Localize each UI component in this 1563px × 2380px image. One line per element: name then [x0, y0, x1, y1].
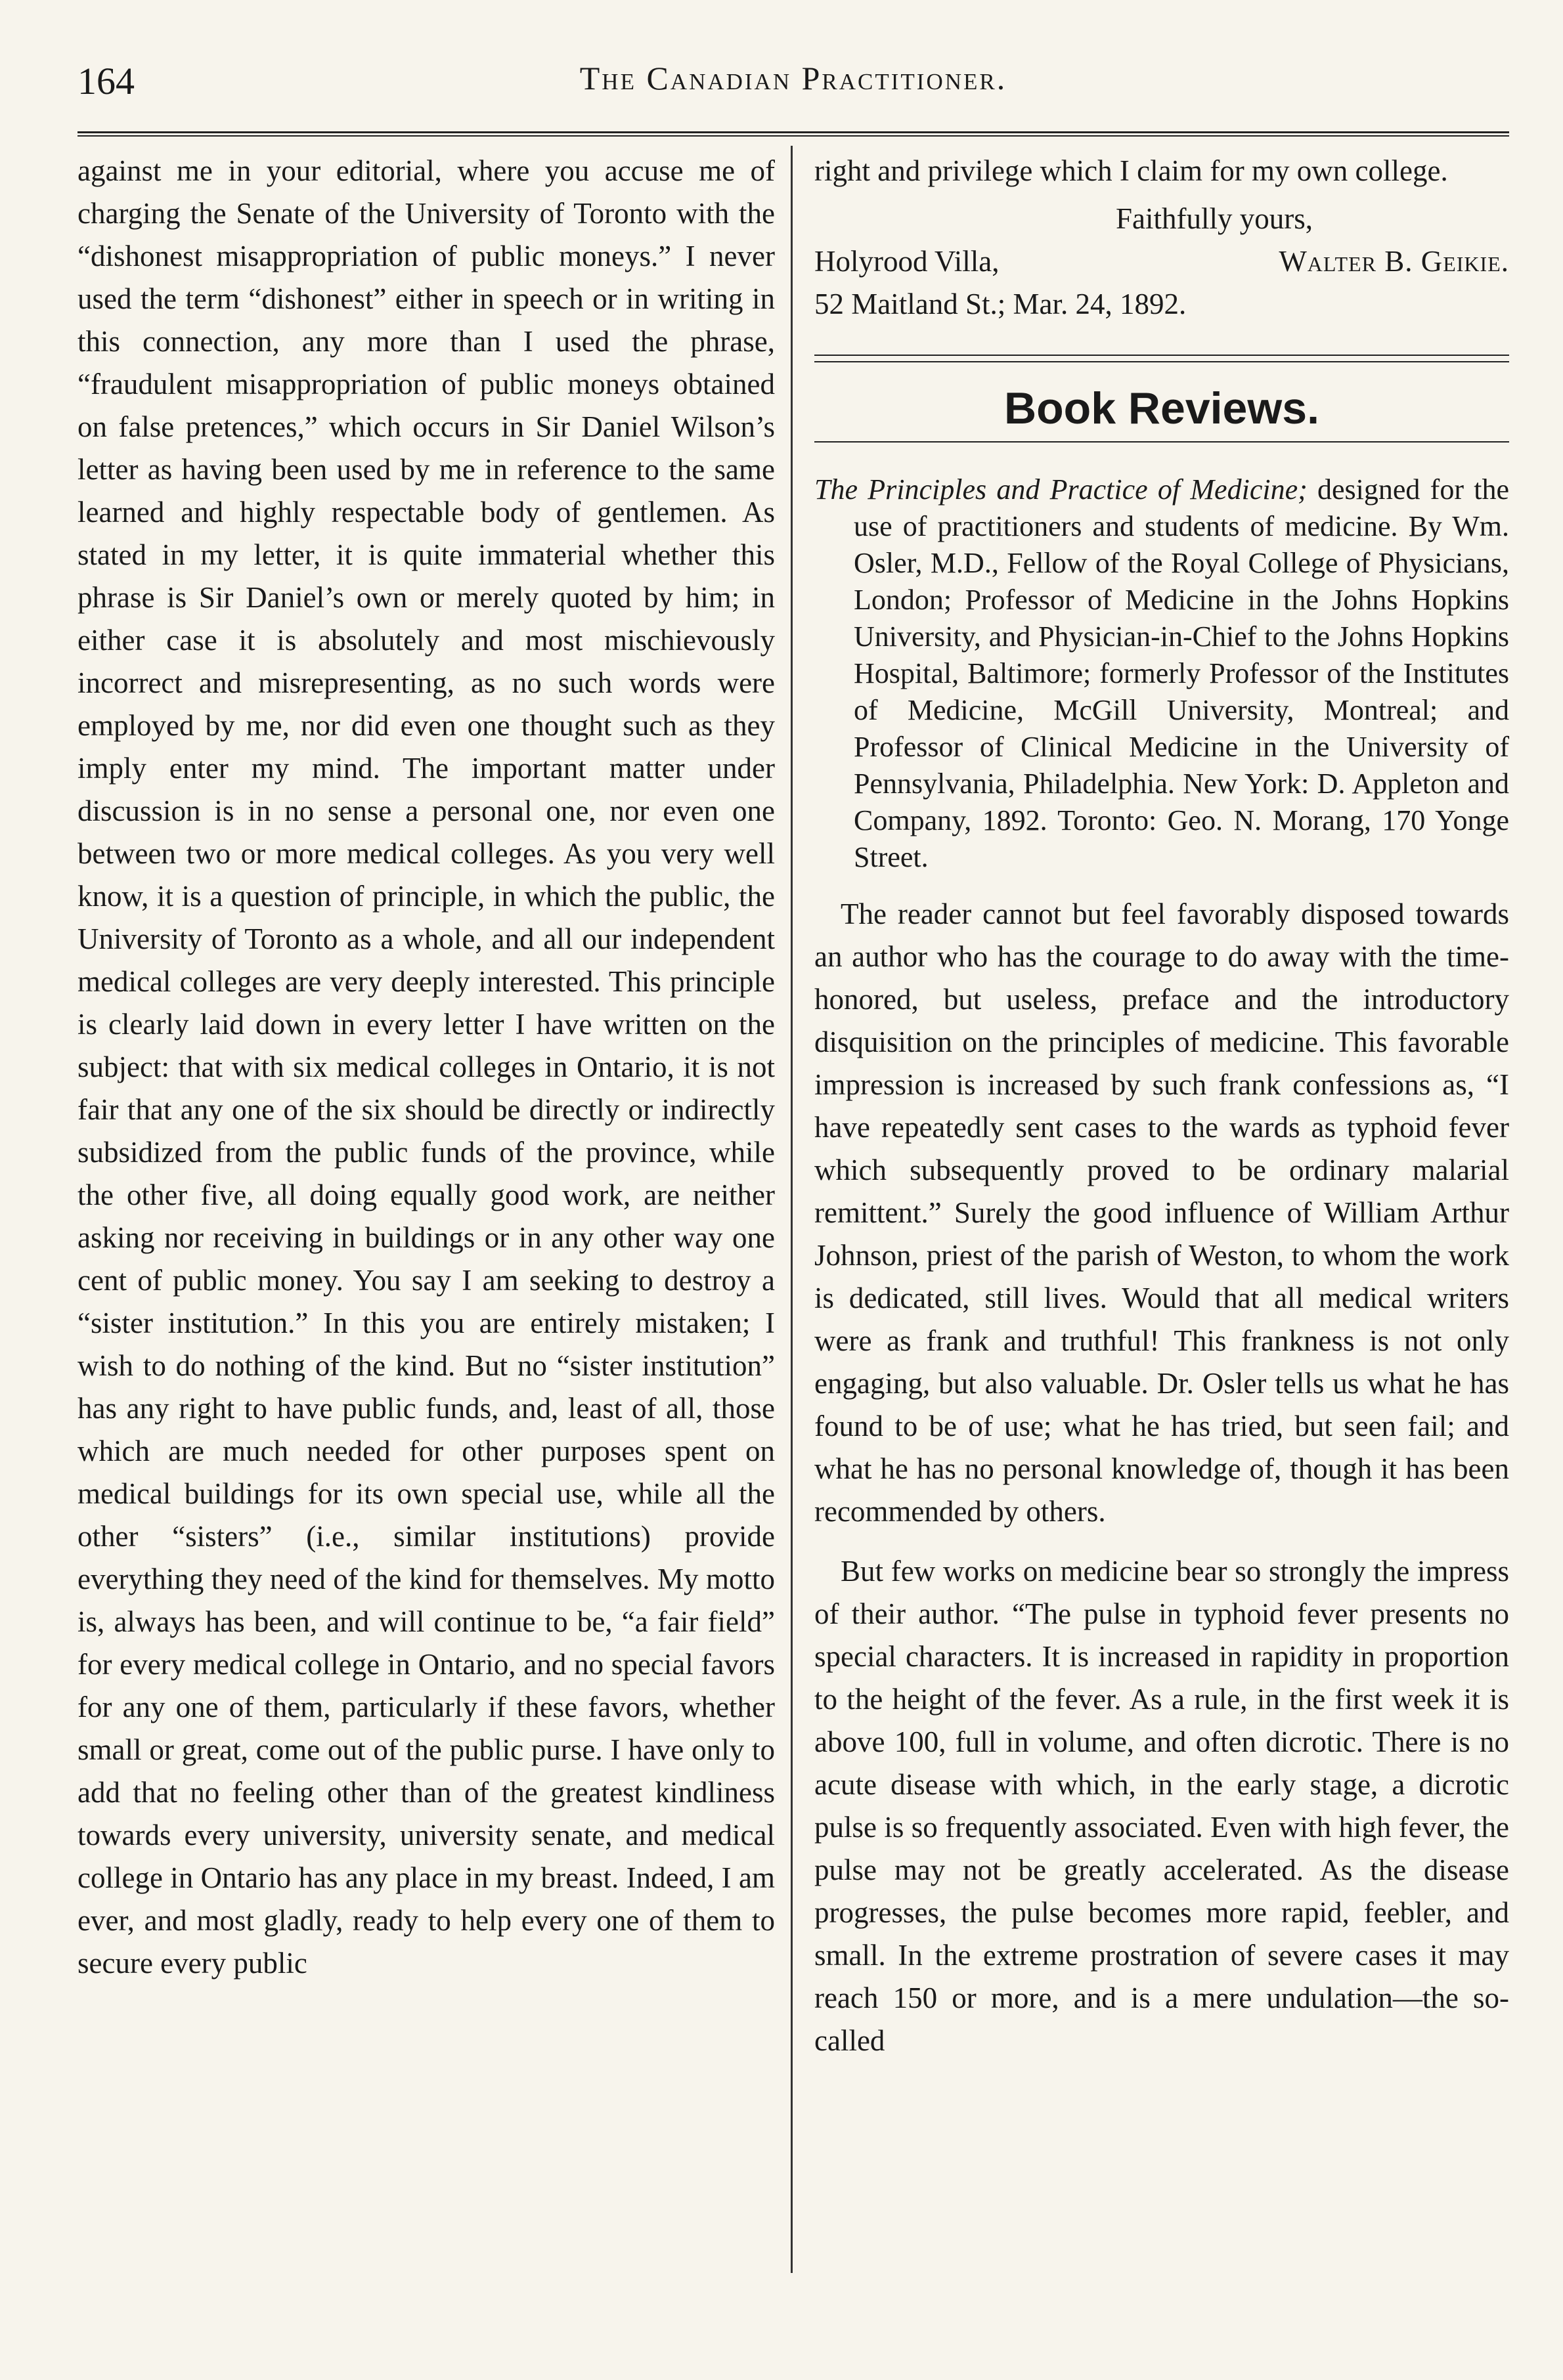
section-underline — [814, 441, 1509, 443]
letter-body-text: against me in your editorial, where you accuse me of charging the Senate of the University of Toronto with the “dishonest misappropriation of public moneys.” I never used the term “dishonest” either in speech or in writing in this connection, any more than I used the phrase, “fraudulent misappropriation of public moneys obtained on false pretences,” which occurs in Sir Daniel Wilson’s letter as having been used by me in reference to the same learned and highly respectable body of gentlemen. As stated in my letter, it is quite immaterial whether this phrase is Sir Daniel’s own or merely quoted by him; in either case it is absolutely and most mischievously incorrect and misrepresenting, as no such words were employed by me, nor did even one thought such as they imply enter my mind. The important matter under discussion is in no sense a personal one, nor even one between two or more medical colleges. As you very well know, it is a question of principle, in which the public, the University of Toronto as a whole, and all our independent medical colleges are very deeply interested. This principle is clearly laid down in every letter I have written on the subject: that with six medical colleges in Ontario, it is not fair that any one of the six should be directly or indirectly subsidized from the public funds of the province, while the other five, all doing equally good work, are neither asking nor receiving in buildings or in any other way one cent of public money. You say I am seeking to destroy a “sister institution.” In this you are entirely mistaken; I wish to do nothing of the kind. But no “sister institution” has any right to have public funds, and, least of all, those which are much needed for other purposes spent on medical buildings for its own special use, while all the other “sisters” (i.e., similar institutions) provide everything they need of the kind for themselves. My motto is, always has been, and will continue to be, “a fair field” for every medical college in Ontario, and no special favors for any one of them, particularly if these favors, whether small or great, come out of the public purse. I have only to add that no feeling other than of the greatest kindliness towards every university, university senate, and medical college in Ontario has any place in my breast. Indeed, I am ever, and most gladly, ready to help every one of them to secure every public — [77, 154, 775, 1980]
letter-end-text: right and privilege which I claim for my own college. — [814, 154, 1448, 187]
book-title: The Principles and Practice of Medicine; — [814, 473, 1308, 506]
review-paragraph: The reader cannot but feel favorably disposed towards an author who has the courage to do away with the time-honored, but useless, preface and the introductory disquisition on the principles of medicine. This favorable impression is increased by such frank confessions as, “I have repeatedly sent cases to the wards as typhoid fever which subsequently proved to be ordinary malarial remittent.” Surely the good influence of William Arthur Johnson, priest of the parish of Weston, to whom the work is dedicated, still lives. Would that all medical writers were as frank and truthful! This frankness is not only engaging, but also valuable. Dr. Osler tells us what he has found to be of use; what he has tried, but seen fail; and what he has no personal knowledge of, though it has been recommended by others. — [814, 898, 1509, 1528]
right-column — [814, 150, 1509, 2062]
address-line: Holyrood Villa, — [814, 245, 1000, 278]
running-title: The Canadian Practitioner. — [579, 60, 1007, 97]
section-rule — [814, 355, 1509, 362]
letter-closing: Faithfully yours, — [1116, 202, 1313, 235]
signoff-row — [814, 240, 1509, 283]
page-number: 164 — [77, 60, 135, 102]
left-column — [77, 150, 775, 1985]
header-rule — [77, 131, 1509, 137]
book-citation — [814, 471, 1509, 876]
book-citation-details: designed for the use of practitioners and students of medicine. By Wm. Osler, M.D., Fellow of the Royal College of Physicians, London; Professor of Medicine in the Johns Hopkins University, and Physician-in-Chief to the Johns Hopkins Hospital, Baltimore; formerly Professor of the Institutes of Medicine, McGill University, Montreal; and Professor of Clinical Medicine in the University of Pennsylvania, Philadelphia. New York: D. Appleton and Company, 1892. Toronto: Geo. N. Morang, 170 Yonge Street. — [854, 473, 1509, 873]
column-divider — [791, 146, 793, 2273]
signature: Walter B. Geikie. — [1279, 245, 1509, 278]
page-header — [77, 59, 1509, 112]
review-paragraph: But few works on medicine bear so strongly the impress of their author. “The pulse in typhoid fever presents no special characters. It is increased in rapidity in proportion to the height of the fever. As a rule, in the first week it is above 100, full in volume, and often dicrotic. There is no acute disease with which, in the early stage, a dicrotic pulse is so frequently associated. Even with high fever, the pulse may not be greatly accelerated. As the disease progresses, the pulse becomes more rapid, feebler, and small. In the extreme prostration of severe cases it may reach 150 or more, and is a mere undulation—the so-called — [814, 1555, 1509, 2057]
section-heading: Book Reviews. — [1004, 383, 1319, 433]
address-date-line: 52 Maitland St.; Mar. 24, 1892. — [814, 288, 1187, 320]
